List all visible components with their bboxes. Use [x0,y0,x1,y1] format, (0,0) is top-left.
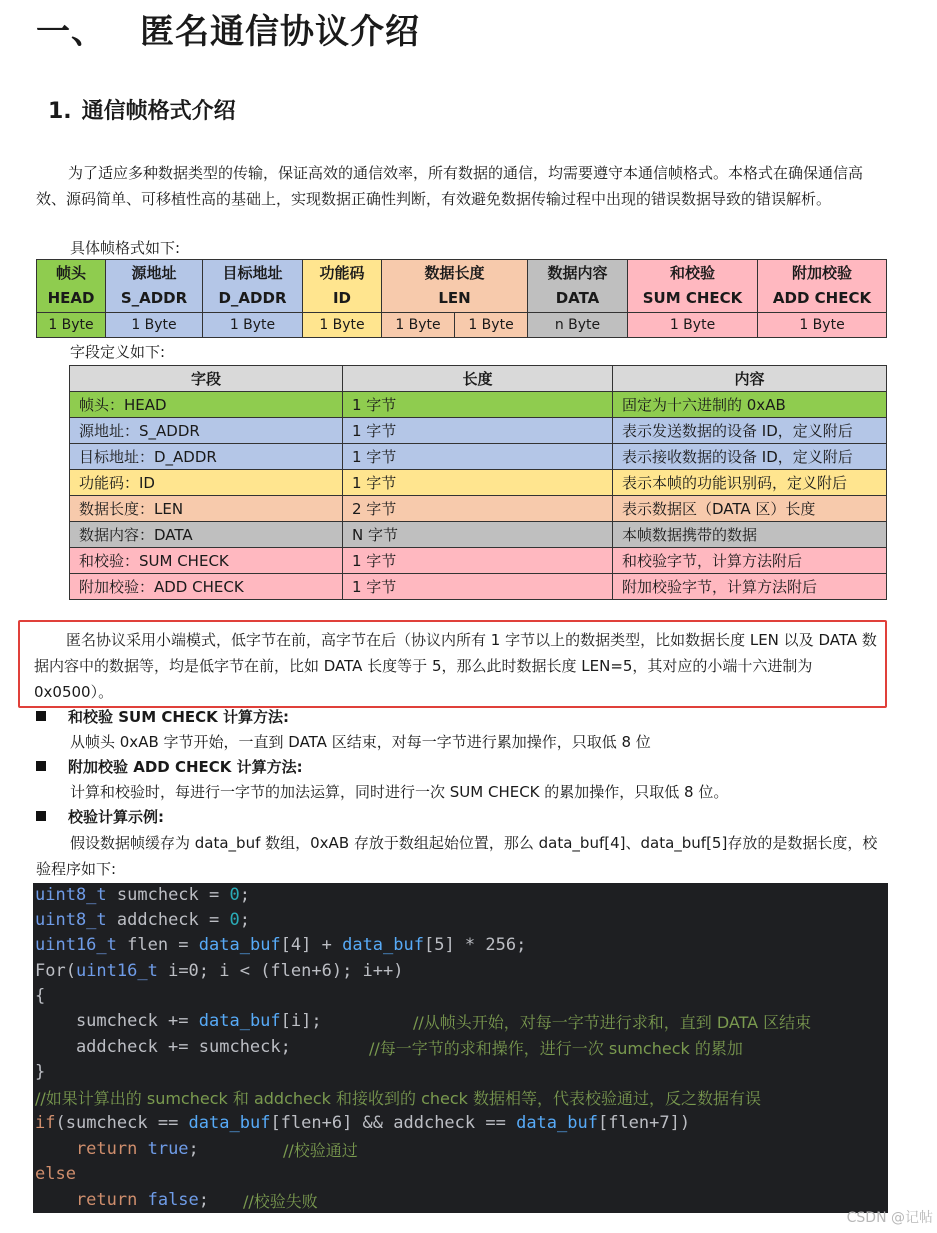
code-line: uint8_t addcheck = 0; [35,910,250,930]
table-row [70,392,887,418]
title-number: 一、 [36,12,106,52]
code-line: uint16_t flen = data_buf[4] + data_buf[5] * 256; [35,935,527,955]
fields-label: 字段定义如下: [70,343,166,361]
content-cell: 附加校验字节，计算方法附后 [613,574,887,600]
frame-size-cell: 1 Byte [106,313,203,338]
length-cell: 1 字节 [343,548,613,574]
code-comment: //从帧头开始，对每一字节进行求和，直到 DATA 区结束 [413,1013,812,1032]
frame-size-cell: 1 Byte [203,313,303,338]
frame-header-sumcheck: 和校验 SUM CHECK [628,260,758,313]
field-cell: 功能码：ID [70,470,343,496]
field-cell: 附加校验：ADD CHECK [70,574,343,600]
bullet-example-text: 假设数据帧缓存为 data_buf 数组，0xAB 存放于数组起始位置，那么 data_buf[4]、data_buf[5]存放的是数据长度，校验程序如下: [36,834,878,878]
code-block [33,883,888,1213]
frame-size-cell: 1 Byte [758,313,887,338]
bullet-square-icon [36,811,46,821]
content-cell: 表示数据区（DATA 区）长度 [613,496,887,522]
frame-label: 具体帧格式如下: [70,239,181,257]
content-cell: 固定为十六进制的 0xAB [613,392,887,418]
fields-header-field: 字段 [70,366,343,392]
content-cell: 和校验字节，计算方法附后 [613,548,887,574]
length-cell: 1 字节 [343,444,613,470]
fields-header-content: 内容 [613,366,887,392]
frame-header-head: 帧头 HEAD [37,260,106,313]
code-line: { [35,986,46,1006]
code-line: return true; [35,1139,199,1159]
length-cell: 2 字节 [343,496,613,522]
code-line: if(sumcheck == data_buf[flen+6] && addcheck == data_buf[flen+7]) [35,1113,691,1133]
field-cell: 数据长度：LEN [70,496,343,522]
content-cell: 表示本帧的功能识别码，定义附后 [613,470,887,496]
frame-header-data: 数据内容 DATA [528,260,628,313]
section-text: 通信帧格式介绍 [81,99,236,124]
page-title [36,4,420,54]
table-row [70,496,887,522]
frame-header-addcheck: 附加校验 ADD CHECK [758,260,887,313]
frame-header-len: 数据长度 LEN [382,260,528,313]
frame-size-cell: 1 Byte [628,313,758,338]
bullet-square-icon [36,761,46,771]
frame-header-saddr: 源地址 S_ADDR [106,260,203,313]
field-definition-table [69,365,887,600]
fields-header-length: 长度 [343,366,613,392]
field-cell: 和校验：SUM CHECK [70,548,343,574]
field-cell: 源地址：S_ADDR [70,418,343,444]
length-cell: 1 字节 [343,470,613,496]
code-line: sumcheck += data_buf[i]; [35,1011,322,1031]
code-comment: //每一字节的求和操作，进行一次 sumcheck 的累加 [369,1039,743,1058]
table-row [70,574,887,600]
table-row [70,444,887,470]
table-row [70,470,887,496]
bullet-sum-check: 和校验 SUM CHECK 计算方法: [36,706,289,728]
field-cell: 帧头：HEAD [70,392,343,418]
frame-format-table [36,259,887,338]
code-line: else [35,1164,76,1184]
frame-size-cell: n Byte [528,313,628,338]
code-line: uint8_t sumcheck = 0; [35,885,250,905]
field-cell: 目标地址：D_ADDR [70,444,343,470]
code-comment: //如果计算出的 sumcheck 和 addcheck 和接收到的 check 数据相等，代表校验通过，反之数据有误 [35,1089,762,1108]
bullet-example: 校验计算示例: [36,806,164,828]
code-line: } [35,1062,46,1082]
length-cell: N 字节 [343,522,613,548]
table-row [70,548,887,574]
endianness-note-box [18,620,887,708]
code-comment: //校验失败 [243,1192,318,1211]
bullet-add-check: 附加校验 ADD CHECK 计算方法: [36,756,303,778]
intro-paragraph: 为了适应多种数据类型的传输，保证高效的通信效率，所有数据的通信，均需要遵守本通信帧格式。本格式在确保通信高效、源码简单、可移植性高的基础上，实现数据正确性判断，有效避免数据传输过程中出现的错误数据导致的错误解析。 [36,164,864,208]
endianness-note: 匿名协议采用小端模式，低字节在前，高字节在后（协议内所有 1 字节以上的数据类型，比如数据长度 LEN 以及 DATA 数据内容中的数据等，均是低字节在前，比如 DATA 长度等于 5，那么此时数据长度 LEN=5，其对应的小端十六进制为 0x0500）。 [34,631,877,701]
code-line: return false; [35,1190,210,1210]
table-row [70,522,887,548]
code-line: addcheck += sumcheck; [35,1037,291,1057]
length-cell: 1 字节 [343,574,613,600]
section-number: 1. [48,99,72,124]
bullet-sum-check-text: 从帧头 0xAB 字节开始，一直到 DATA 区结束，对每一字节进行累加操作，只取低 8 位 [70,733,651,751]
frame-header-id: 功能码 ID [303,260,382,313]
title-text: 匿名通信协议介绍 [140,12,420,52]
frame-size-cell: 1 Byte [303,313,382,338]
frame-size-cell: 1 Byte [382,313,455,338]
field-cell: 数据内容：DATA [70,522,343,548]
code-comment: //校验通过 [283,1141,358,1160]
content-cell: 表示发送数据的设备 ID，定义附后 [613,418,887,444]
length-cell: 1 字节 [343,418,613,444]
length-cell: 1 字节 [343,392,613,418]
bullet-add-check-text: 计算和校验时，每进行一字节的加法运算，同时进行一次 SUM CHECK 的累加操作，只取低 8 位。 [70,783,729,801]
code-line: For(uint16_t i=0; i < (flen+6); i++) [35,961,404,981]
watermark: CSDN @记帖 [846,1210,933,1226]
frame-size-cell: 1 Byte [37,313,106,338]
frame-header-daddr: 目标地址 D_ADDR [203,260,303,313]
section-heading [48,94,236,125]
bullet-square-icon [36,711,46,721]
frame-size-cell: 1 Byte [455,313,528,338]
table-row [70,418,887,444]
content-cell: 表示接收数据的设备 ID，定义附后 [613,444,887,470]
content-cell: 本帧数据携带的数据 [613,522,887,548]
